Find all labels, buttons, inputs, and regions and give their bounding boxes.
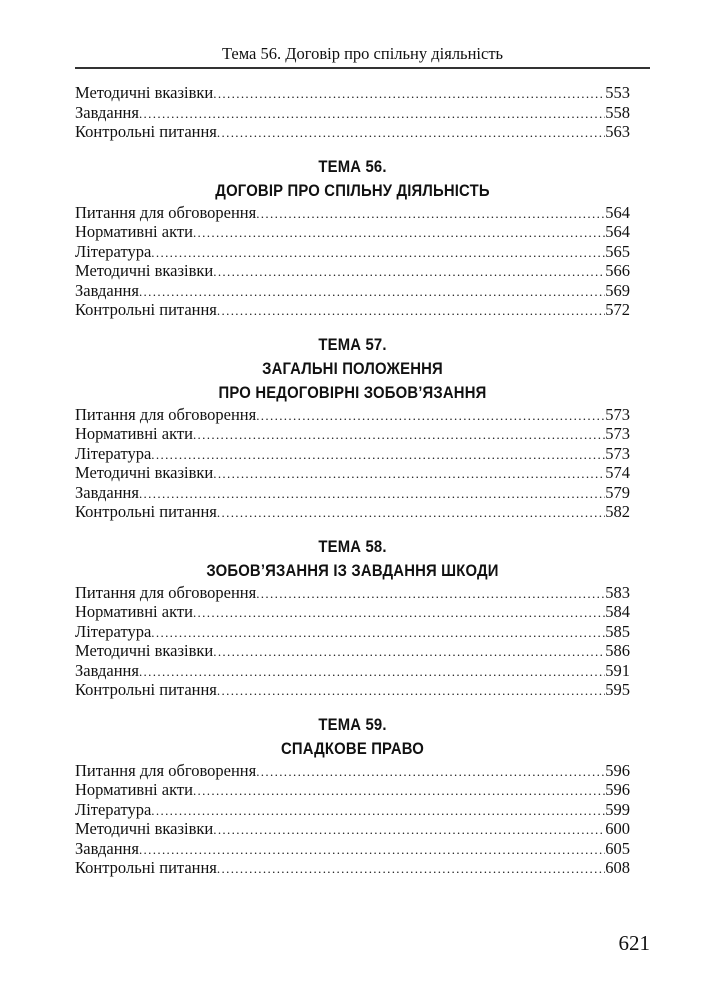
dot-leader — [256, 584, 605, 603]
section-heading: ЗАГАЛЬНІ ПОЛОЖЕННЯ — [262, 359, 443, 378]
dot-leader — [151, 801, 605, 820]
dot-leader — [256, 406, 605, 425]
toc-entry-page: 558 — [605, 102, 630, 122]
dot-leader — [193, 781, 605, 800]
section-heading: ТЕМА 59. — [318, 715, 387, 734]
dot-leader — [193, 603, 605, 622]
toc-entry-label: Завдання — [75, 838, 139, 858]
toc-entry-label: Контрольні питання — [75, 502, 217, 521]
toc-entry-page: 586 — [605, 641, 630, 660]
toc-entry-label: Завдання — [75, 482, 139, 502]
dot-leader — [139, 840, 605, 859]
toc-entry-page: 572 — [605, 300, 630, 319]
section-heading: ТЕМА 58. — [318, 537, 387, 556]
toc-entry-page: 573 — [605, 443, 630, 463]
section-heading: ДОГОВІР ПРО СПІЛЬНУ ДІЯЛЬНІСТЬ — [215, 181, 490, 200]
dot-leader — [139, 662, 605, 681]
toc-entry-page: 582 — [605, 502, 630, 521]
toc-entry[interactable] — [75, 583, 630, 603]
toc-entry[interactable] — [75, 819, 630, 839]
toc-entry[interactable] — [75, 858, 630, 878]
toc-entry-page: 553 — [605, 83, 630, 102]
toc-section — [75, 713, 630, 878]
dot-leader — [213, 84, 605, 103]
section-heading: ЗОБОВ’ЯЗАННЯ ІЗ ЗАВДАННЯ ШКОДИ — [206, 561, 499, 580]
dot-leader — [217, 503, 605, 522]
toc-entry[interactable] — [75, 103, 630, 123]
dot-leader — [217, 123, 605, 142]
toc-entry-page: 569 — [605, 280, 630, 300]
toc-entry[interactable] — [75, 463, 630, 483]
toc-entry-label: Питання для обговорення — [75, 202, 257, 222]
toc-entry[interactable] — [75, 405, 630, 425]
toc-section — [75, 155, 630, 320]
dot-leader — [217, 301, 605, 320]
toc-entry-label: Питання для обговорення — [75, 760, 257, 780]
toc-entry-page: 595 — [605, 680, 630, 699]
toc-entry-page: 608 — [605, 858, 630, 877]
toc-entry[interactable] — [75, 680, 630, 700]
toc-entry[interactable] — [75, 261, 630, 281]
dot-leader — [213, 262, 605, 281]
toc-entry-page: 600 — [605, 819, 630, 838]
section-heading: ТЕМА 57. — [318, 335, 387, 354]
toc-entry-page: 584 — [605, 602, 630, 621]
toc-entry[interactable] — [75, 203, 630, 223]
toc-entry-page: 585 — [605, 621, 630, 641]
dot-leader — [217, 681, 605, 700]
toc-entry-label: Питання для обговорення — [75, 582, 257, 602]
toc-entry-label: Методичні вказівки — [75, 641, 214, 660]
toc-entry-page: 596 — [605, 780, 630, 799]
toc-entry-label: Методичні вказівки — [75, 83, 214, 102]
toc-section — [75, 333, 630, 522]
toc-entry[interactable] — [75, 641, 630, 661]
toc-entry-page: 574 — [605, 463, 630, 482]
toc-entry-label: Завдання — [75, 280, 139, 300]
toc-entry-page: 591 — [605, 660, 630, 680]
toc-entry[interactable] — [75, 483, 630, 503]
toc-entry[interactable] — [75, 281, 630, 301]
toc-entry-label: Нормативні акти — [75, 222, 193, 241]
toc-entry-page: 564 — [605, 202, 630, 222]
section-heading: ТЕМА 56. — [318, 157, 387, 176]
dot-leader — [213, 820, 605, 839]
section-heading: СПАДКОВЕ ПРАВО — [280, 739, 425, 758]
toc-entry-label: Контрольні питання — [75, 300, 217, 319]
dot-leader — [213, 642, 605, 661]
toc-entry-page: 564 — [605, 222, 630, 241]
dot-leader — [151, 445, 605, 464]
dot-leader — [256, 762, 605, 781]
section-heading: ПРО НЕДОГОВІРНІ ЗОБОВ’ЯЗАННЯ — [218, 383, 487, 402]
toc-entry[interactable] — [75, 300, 630, 320]
toc-entry-label: Література — [75, 799, 152, 819]
toc-entry-page: 605 — [605, 838, 630, 858]
toc-entry-label: Література — [75, 241, 152, 261]
toc-entry-label: Методичні вказівки — [75, 463, 214, 482]
toc-entry[interactable] — [75, 839, 630, 859]
dot-leader — [193, 223, 605, 242]
toc-entry-label: Нормативні акти — [75, 602, 193, 621]
toc-entry-page: 563 — [605, 122, 630, 141]
toc-entry-label: Контрольні питання — [75, 122, 217, 141]
page-number: 621 — [618, 931, 650, 955]
toc-entry-label: Методичні вказівки — [75, 819, 214, 838]
running-head: Тема 56. Договір про спільну діяльність — [221, 44, 504, 63]
toc-entry-page: 566 — [605, 261, 630, 280]
toc-entry-label: Нормативні акти — [75, 780, 193, 799]
toc-entry-page: 599 — [605, 799, 630, 819]
toc-entry-label: Нормативні акти — [75, 424, 193, 443]
toc-entry-label: Методичні вказівки — [75, 261, 214, 280]
toc-entry[interactable] — [75, 780, 630, 800]
toc-entry[interactable] — [75, 444, 630, 464]
header-rule — [75, 67, 650, 69]
dot-leader — [139, 282, 605, 301]
dot-leader — [217, 859, 605, 878]
toc-entry-page: 573 — [605, 424, 630, 443]
toc-entry[interactable] — [75, 83, 630, 103]
toc-entry-page: 583 — [605, 582, 630, 602]
toc-entry[interactable] — [75, 761, 630, 781]
toc-entry[interactable] — [75, 122, 630, 142]
dot-leader — [256, 204, 605, 223]
toc-entry[interactable] — [75, 661, 630, 681]
table-of-contents — [75, 83, 630, 878]
toc-entry-page: 579 — [605, 482, 630, 502]
dot-leader — [213, 464, 605, 483]
dot-leader — [151, 243, 605, 262]
toc-entry-page: 596 — [605, 760, 630, 780]
toc-entry-page: 573 — [605, 404, 630, 424]
toc-entry-label: Контрольні питання — [75, 680, 217, 699]
toc-entry-label: Література — [75, 621, 152, 641]
dot-leader — [151, 623, 605, 642]
toc-entry[interactable] — [75, 502, 630, 522]
toc-section — [75, 535, 630, 700]
toc-entry-label: Питання для обговорення — [75, 404, 257, 424]
toc-entry-label: Контрольні питання — [75, 858, 217, 877]
dot-leader — [139, 104, 605, 123]
toc-entry-label: Література — [75, 443, 152, 463]
dot-leader — [139, 484, 605, 503]
toc-entry-page: 565 — [605, 241, 630, 261]
toc-entry[interactable] — [75, 622, 630, 642]
dot-leader — [193, 425, 605, 444]
toc-entry-label: Завдання — [75, 102, 139, 122]
toc-entry[interactable] — [75, 222, 630, 242]
toc-entry[interactable] — [75, 800, 630, 820]
toc-entry[interactable] — [75, 424, 630, 444]
toc-entry[interactable] — [75, 602, 630, 622]
toc-entry-label: Завдання — [75, 660, 139, 680]
toc-entry[interactable] — [75, 242, 630, 262]
